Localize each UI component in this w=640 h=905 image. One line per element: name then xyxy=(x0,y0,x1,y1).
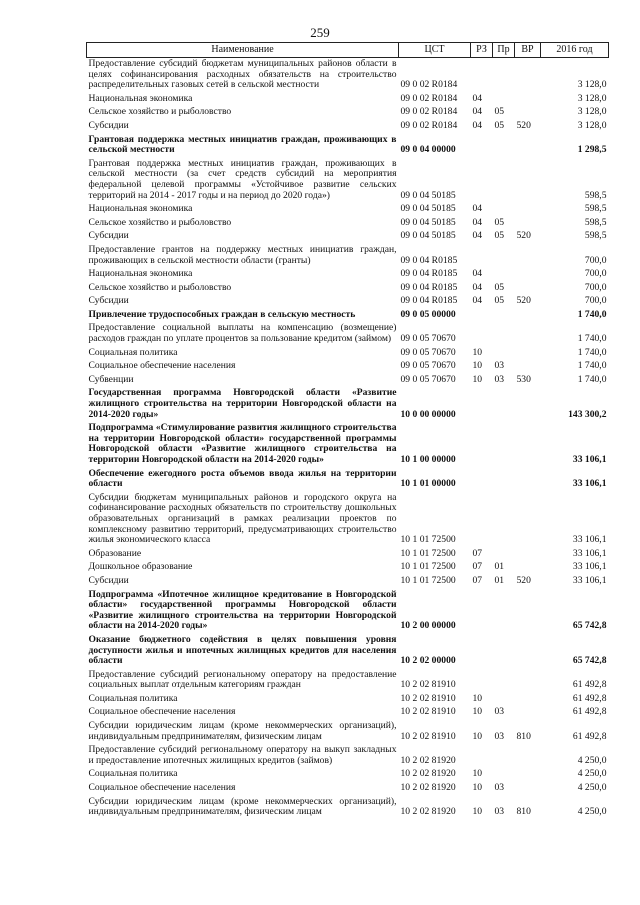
row-name: Сельское хозяйство и рыболовство xyxy=(88,216,232,228)
header-row xyxy=(87,43,609,58)
table-row xyxy=(87,360,609,374)
row-name: Субсидии бюджетам муниципальных районов и городского округа на софинансирование расходных обязательств по строительству дошкольных образовательных организаций в рамках реализации проектов по комплексному развитию территорий, предусматривающих строительство жилья экономического класса xyxy=(88,491,397,546)
row-amount: 598,5 xyxy=(584,189,607,201)
row-rz: 04 xyxy=(472,281,483,293)
row-amount: 4 250,0 xyxy=(577,782,607,794)
row-amount: 1 740,0 xyxy=(577,346,607,358)
table-row xyxy=(87,230,609,244)
row-vr xyxy=(515,706,541,720)
row-vr xyxy=(515,58,541,93)
row-name: Национальная экономика xyxy=(88,92,193,104)
row-cst: 10 1 01 72500 xyxy=(400,561,456,573)
table-row xyxy=(87,634,609,669)
table-row xyxy=(87,744,609,768)
row-cst: 09 0 04 50185 xyxy=(400,230,456,242)
row-vr xyxy=(515,282,541,296)
row-rz: 10 xyxy=(472,692,483,704)
row-vr xyxy=(515,782,541,796)
row-pr: 01 xyxy=(494,561,505,573)
row-amount: 598,5 xyxy=(584,216,607,228)
row-vr: 810 xyxy=(516,730,531,742)
row-amount: 1 740,0 xyxy=(577,373,607,385)
row-rz xyxy=(471,387,493,422)
row-rz: 04 xyxy=(472,295,483,307)
row-cst: 09 0 04 50185 xyxy=(400,216,456,228)
row-cst: 09 0 02 R0184 xyxy=(400,79,458,91)
table-row xyxy=(87,282,609,296)
row-cst: 09 0 04 R0185 xyxy=(400,268,458,280)
row-pr xyxy=(493,768,515,782)
row-amount: 1 298,5 xyxy=(577,144,607,156)
row-amount: 33 106,1 xyxy=(572,561,607,573)
table-row xyxy=(87,93,609,107)
row-pr xyxy=(493,158,515,203)
row-name: Социальное обеспечение населения xyxy=(88,782,236,794)
row-name: Грантовая поддержка местных инициатив граждан, проживающих в сельской местности xyxy=(88,133,397,156)
row-vr xyxy=(515,158,541,203)
row-cst: 10 2 00 00000 xyxy=(400,620,456,632)
row-amount: 3 128,0 xyxy=(577,92,607,104)
row-vr xyxy=(515,309,541,323)
table-row xyxy=(87,158,609,203)
row-rz: 10 xyxy=(472,782,483,794)
row-cst: 10 2 02 81910 xyxy=(400,692,456,704)
row-vr xyxy=(515,217,541,231)
row-pr: 05 xyxy=(494,295,505,307)
row-name: Привлечение трудоспособных граждан в сельскую местность xyxy=(88,308,356,320)
budget-table xyxy=(86,42,609,820)
row-name: Национальная экономика xyxy=(88,268,193,280)
header-year: 2016 год xyxy=(541,43,609,58)
row-rz xyxy=(471,322,493,346)
row-name: Предоставление субсидий бюджетам муниципальных районов области в целях софинансирования расходных обязательств на строительство распределительных газовых сетей в сельской местности xyxy=(88,58,397,91)
row-cst: 09 0 04 R0185 xyxy=(400,254,458,266)
row-name: Субсидии xyxy=(88,230,129,242)
row-pr xyxy=(493,203,515,217)
header-vr: ВР xyxy=(515,43,541,58)
row-name: Образование xyxy=(88,547,142,559)
row-cst: 09 0 04 50185 xyxy=(400,189,456,201)
row-vr xyxy=(515,93,541,107)
row-cst: 09 0 02 R0184 xyxy=(400,92,458,104)
row-pr: 03 xyxy=(494,730,505,742)
row-cst: 10 1 00 00000 xyxy=(400,454,456,465)
row-name: Предоставление субсидий региональному оператору на выкуп закладных и предоставление ипотечных жилищных кредитов (займов) xyxy=(88,744,397,766)
row-pr xyxy=(493,468,515,492)
row-rz xyxy=(471,492,493,548)
row-cst: 10 1 01 00000 xyxy=(400,478,456,490)
row-pr: 01 xyxy=(494,574,505,586)
row-cst: 10 2 02 81920 xyxy=(400,782,456,794)
table-row xyxy=(87,561,609,575)
row-pr xyxy=(493,347,515,361)
row-pr xyxy=(493,58,515,93)
row-cst: 10 2 02 00000 xyxy=(400,655,456,667)
table-row xyxy=(87,374,609,388)
row-pr: 05 xyxy=(494,230,505,242)
row-amount: 65 742,8 xyxy=(572,655,607,667)
row-amount: 33 106,1 xyxy=(572,574,607,586)
row-cst: 10 2 02 81910 xyxy=(400,706,456,718)
row-pr: 03 xyxy=(494,373,505,385)
row-name: Предоставление грантов на поддержку местных инициатив граждан, проживающих в сельской местности области (гранты) xyxy=(88,243,397,266)
row-name: Социальная политика xyxy=(88,346,178,358)
row-rz xyxy=(471,422,493,467)
row-pr: 03 xyxy=(494,706,505,718)
row-amount: 61 492,8 xyxy=(572,692,607,704)
row-pr xyxy=(493,134,515,158)
row-pr: 03 xyxy=(494,806,505,818)
row-rz: 04 xyxy=(472,92,483,104)
row-cst: 09 0 05 70670 xyxy=(400,346,456,358)
row-amount: 1 740,0 xyxy=(577,360,607,372)
table-row xyxy=(87,322,609,346)
table-row xyxy=(87,309,609,323)
row-cst: 09 0 02 R0184 xyxy=(400,119,458,131)
row-rz: 10 xyxy=(472,806,483,818)
table-row xyxy=(87,575,609,589)
row-rz: 10 xyxy=(472,768,483,780)
row-cst: 10 2 02 81910 xyxy=(400,730,456,742)
row-vr xyxy=(515,468,541,492)
row-vr xyxy=(515,548,541,562)
row-rz: 07 xyxy=(472,574,483,586)
table-row xyxy=(87,217,609,231)
row-pr xyxy=(493,744,515,768)
row-pr xyxy=(493,268,515,282)
row-pr: 03 xyxy=(494,782,505,794)
row-cst: 10 2 02 81920 xyxy=(400,754,456,766)
row-name: Сельское хозяйство и рыболовство xyxy=(88,106,232,118)
row-pr xyxy=(493,693,515,707)
row-cst: 10 2 02 81920 xyxy=(400,806,456,818)
row-cst: 09 0 05 70670 xyxy=(400,360,456,372)
table-header xyxy=(87,43,609,58)
row-vr xyxy=(515,693,541,707)
row-amount: 4 250,0 xyxy=(577,806,607,818)
row-name: Социальное обеспечение населения xyxy=(88,360,236,372)
row-cst: 09 0 04 R0185 xyxy=(400,295,458,307)
row-vr xyxy=(515,268,541,282)
row-cst: 09 0 04 50185 xyxy=(400,203,456,215)
header-cst: ЦСТ xyxy=(399,43,471,58)
row-rz: 04 xyxy=(472,230,483,242)
row-name: Дошкольное образование xyxy=(88,561,193,573)
row-vr xyxy=(515,589,541,634)
row-vr xyxy=(515,669,541,693)
row-rz: 04 xyxy=(472,119,483,131)
row-amount: 3 128,0 xyxy=(577,119,607,131)
table-row xyxy=(87,134,609,158)
table-row xyxy=(87,295,609,309)
row-pr: 05 xyxy=(494,106,505,118)
row-vr xyxy=(515,422,541,467)
row-pr xyxy=(493,244,515,268)
row-rz: 10 xyxy=(472,346,483,358)
row-rz xyxy=(471,244,493,268)
row-name: Подпрограмма «Ипотечное жилищное кредитование в Новгородской области» государственной программы Новгородской области «Развитие жилищного строительства на территории Новгородской области на 2014-2020 годы» xyxy=(88,588,397,632)
row-amount: 4 250,0 xyxy=(577,754,607,766)
row-name: Государственная программа Новгородской области «Развитие жилищного строительства на территории Новгородской области на 2014-2020 годы» xyxy=(88,387,397,420)
row-cst: 10 1 01 72500 xyxy=(400,574,456,586)
row-amount: 3 128,0 xyxy=(577,79,607,91)
row-pr xyxy=(493,387,515,422)
row-amount: 700,0 xyxy=(584,295,607,307)
row-name: Субсидии xyxy=(88,574,129,586)
row-vr xyxy=(515,561,541,575)
row-amount: 65 742,8 xyxy=(572,620,607,632)
row-pr xyxy=(493,548,515,562)
row-cst: 10 0 00 00000 xyxy=(400,408,456,420)
row-vr: 810 xyxy=(516,806,531,818)
row-amount: 3 128,0 xyxy=(577,106,607,118)
row-vr xyxy=(515,134,541,158)
row-rz xyxy=(471,134,493,158)
table-row xyxy=(87,244,609,268)
row-pr: 03 xyxy=(494,360,505,372)
row-amount: 33 106,1 xyxy=(572,454,607,465)
row-vr xyxy=(515,387,541,422)
row-amount: 4 250,0 xyxy=(577,768,607,780)
row-pr xyxy=(493,589,515,634)
row-rz: 07 xyxy=(472,547,483,559)
table-row xyxy=(87,720,609,744)
row-rz: 10 xyxy=(472,360,483,372)
row-amount: 143 300,2 xyxy=(568,408,607,420)
row-rz xyxy=(471,468,493,492)
row-rz: 10 xyxy=(472,730,483,742)
row-amount: 33 106,1 xyxy=(572,547,607,559)
row-rz: 04 xyxy=(472,216,483,228)
row-name: Субсидии юридическим лицам (кроме некоммерческих организаций), индивидуальным предпринимателям, физическим лицам xyxy=(88,720,397,742)
row-vr xyxy=(515,347,541,361)
row-name: Оказание бюджетного содействия в целях повышения уровня доступности жилья и ипотечных жилищных кредитов для населения области xyxy=(88,633,397,667)
row-cst: 10 1 01 72500 xyxy=(400,534,456,546)
row-cst: 10 2 02 81920 xyxy=(400,768,456,780)
row-pr xyxy=(493,322,515,346)
row-rz xyxy=(471,634,493,669)
row-cst: 09 0 05 00000 xyxy=(400,308,456,320)
table-row xyxy=(87,468,609,492)
table-body xyxy=(87,58,609,820)
row-amount: 700,0 xyxy=(584,254,607,266)
row-name: Национальная экономика xyxy=(88,203,193,215)
table-row xyxy=(87,548,609,562)
row-amount: 61 492,8 xyxy=(572,706,607,718)
row-pr: 05 xyxy=(494,216,505,228)
row-vr: 530 xyxy=(516,373,531,385)
row-cst: 10 2 02 81910 xyxy=(400,679,456,691)
row-cst: 09 0 04 00000 xyxy=(400,144,456,156)
header-rz: РЗ xyxy=(471,43,493,58)
row-name: Субвенции xyxy=(88,373,134,385)
row-vr: 520 xyxy=(516,119,531,131)
row-vr xyxy=(515,492,541,548)
row-amount: 700,0 xyxy=(584,281,607,293)
row-rz: 10 xyxy=(472,706,483,718)
row-vr xyxy=(515,106,541,120)
row-pr: 05 xyxy=(494,281,505,293)
row-name: Социальное обеспечение населения xyxy=(88,706,236,718)
row-amount: 61 492,8 xyxy=(572,730,607,742)
row-pr: 05 xyxy=(494,119,505,131)
row-rz xyxy=(471,669,493,693)
row-vr xyxy=(515,244,541,268)
row-name: Предоставление субсидий региональному оператору на предоставление социальных выплат отдельным категориям граждан xyxy=(88,668,397,691)
row-name: Сельское хозяйство и рыболовство xyxy=(88,281,232,293)
table-row xyxy=(87,796,609,820)
table-row xyxy=(87,492,609,548)
table-row xyxy=(87,706,609,720)
row-name: Субсидии xyxy=(88,119,129,131)
row-amount: 33 106,1 xyxy=(572,534,607,546)
row-rz: 04 xyxy=(472,203,483,215)
row-cst: 09 0 05 70670 xyxy=(400,333,456,345)
row-vr xyxy=(515,360,541,374)
row-rz xyxy=(471,589,493,634)
row-pr xyxy=(493,422,515,467)
row-rz xyxy=(471,309,493,323)
row-name: Социальная политика xyxy=(88,692,178,704)
row-amount: 598,5 xyxy=(584,230,607,242)
table-row xyxy=(87,669,609,693)
row-name: Социальная политика xyxy=(88,768,178,780)
row-pr xyxy=(493,309,515,323)
row-vr xyxy=(515,634,541,669)
row-vr: 520 xyxy=(516,574,531,586)
row-cst: 09 0 04 R0185 xyxy=(400,281,458,293)
row-amount: 61 492,8 xyxy=(572,679,607,691)
row-vr xyxy=(515,744,541,768)
row-amount: 33 106,1 xyxy=(572,478,607,490)
table-row xyxy=(87,768,609,782)
row-rz: 07 xyxy=(472,561,483,573)
table-row xyxy=(87,58,609,93)
table-row xyxy=(87,203,609,217)
row-vr xyxy=(515,203,541,217)
row-vr xyxy=(515,322,541,346)
header-name: Наименование xyxy=(87,43,399,58)
row-name: Субсидии xyxy=(88,295,129,307)
row-rz xyxy=(471,158,493,203)
row-cst: 09 0 02 R0184 xyxy=(400,106,458,118)
row-rz: 04 xyxy=(472,106,483,118)
table-row xyxy=(87,589,609,634)
table-row xyxy=(87,693,609,707)
row-name: Предоставление социальной выплаты на компенсацию (возмещение) расходов граждан по уплате процентов за пользование кредитом (займом) xyxy=(88,322,397,345)
row-rz: 04 xyxy=(472,268,483,280)
row-name: Грантовая поддержка местных инициатив граждан, проживающих в сельской местности (за счет средств субсидий на мероприятия федеральной целевой программы «Устойчивое развитие сельских территорий на 2014 - 2017 годы и на период до 2020 года») xyxy=(88,157,397,201)
table-row xyxy=(87,120,609,134)
row-pr xyxy=(493,492,515,548)
row-vr xyxy=(515,768,541,782)
row-rz xyxy=(471,744,493,768)
page-number: 259 xyxy=(310,25,330,40)
row-cst: 09 0 05 70670 xyxy=(400,373,456,385)
table-row xyxy=(87,422,609,467)
row-amount: 1 740,0 xyxy=(577,333,607,345)
row-name: Обеспечение ежегодного роста объемов ввода жилья на территории области xyxy=(88,467,397,490)
table-row xyxy=(87,387,609,422)
row-pr xyxy=(493,634,515,669)
row-pr xyxy=(493,669,515,693)
table-row xyxy=(87,106,609,120)
table-row xyxy=(87,268,609,282)
table-row xyxy=(87,347,609,361)
table-row xyxy=(87,782,609,796)
row-vr: 520 xyxy=(516,295,531,307)
header-pr: Пр xyxy=(493,43,515,58)
row-amount: 700,0 xyxy=(584,268,607,280)
row-cst: 10 1 01 72500 xyxy=(400,547,456,559)
row-amount: 1 740,0 xyxy=(577,308,607,320)
row-rz xyxy=(471,58,493,93)
row-name: Субсидии юридическим лицам (кроме некоммерческих организаций), индивидуальным предпринимателям, физическим лицам xyxy=(88,795,397,818)
row-rz: 10 xyxy=(472,373,483,385)
row-amount: 598,5 xyxy=(584,203,607,215)
row-vr: 520 xyxy=(516,230,531,242)
row-pr xyxy=(493,93,515,107)
row-name: Подпрограмма «Стимулирование развития жилищного строительства на территории Новгородской области» государственной программы Новгородской области «Развитие жилищного строительства на территории Новгородской области на 2014-2020 годы» xyxy=(88,422,397,465)
